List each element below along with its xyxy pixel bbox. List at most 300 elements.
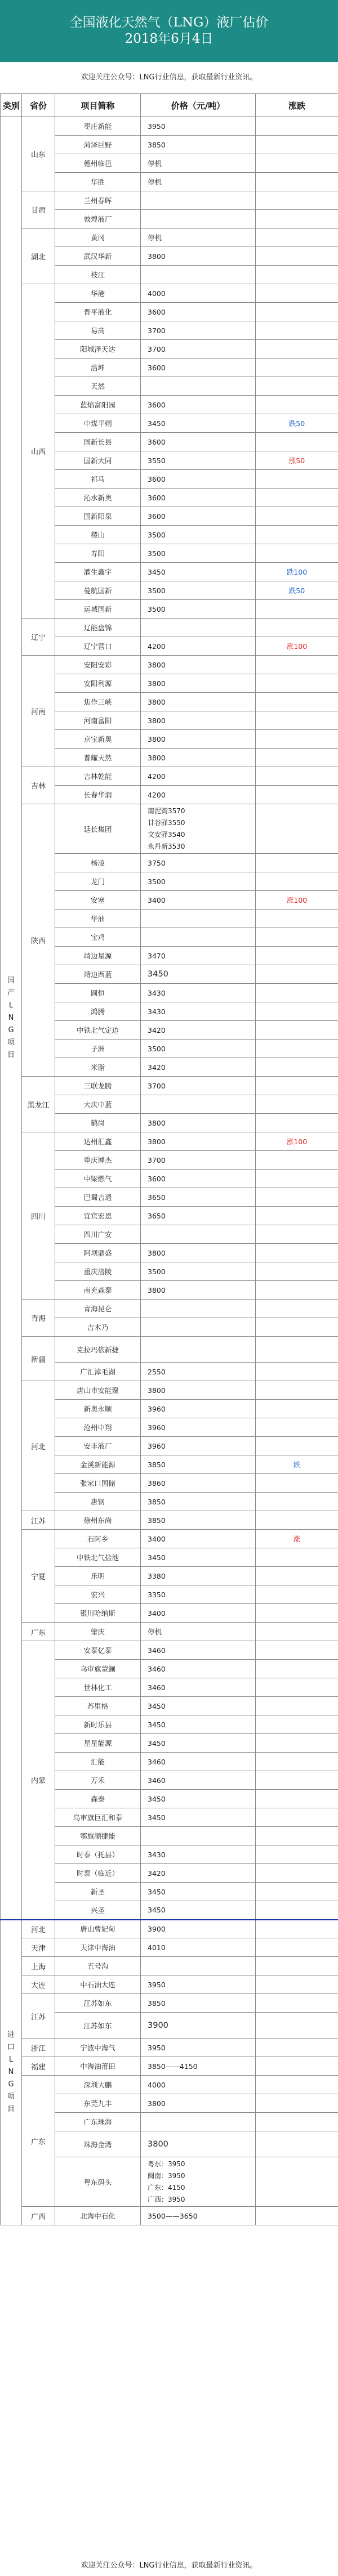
change-value — [256, 266, 338, 284]
header-price: 价格（元/吨） — [141, 94, 256, 117]
project-name: 天津中海油 — [55, 1938, 141, 1957]
change-value: 跌50 — [256, 414, 338, 433]
change-value — [256, 2076, 338, 2094]
change-value — [256, 1002, 338, 1021]
change-value — [256, 1864, 338, 1883]
table-row — [1, 229, 338, 247]
change-value — [256, 1151, 338, 1170]
price-value: 3500 — [141, 526, 256, 544]
project-name: 寿阳 — [55, 544, 141, 563]
change-value — [256, 711, 338, 730]
project-name: 深圳大鹏 — [55, 2076, 141, 2094]
change-value — [256, 1641, 338, 1660]
price-subitem: 甘谷驿3550 — [148, 818, 185, 827]
price-value: 3450 — [141, 1790, 256, 1808]
table-row — [1, 804, 338, 854]
change-value — [256, 786, 338, 804]
province-cell: 黑龙江 — [22, 1077, 55, 1132]
title-banner — [0, 0, 338, 62]
change-value — [256, 191, 338, 210]
price-value: 3430 — [141, 984, 256, 1002]
project-name: 天然 — [55, 377, 141, 396]
change-value — [256, 1604, 338, 1623]
price-value — [141, 1095, 256, 1114]
price-value: 4000 — [141, 284, 256, 303]
project-name: 京宝新奥 — [55, 730, 141, 749]
price-value: 3400 — [141, 1604, 256, 1623]
price-value: 4200 — [141, 767, 256, 786]
change-value — [256, 1511, 338, 1530]
price-value: 2550 — [141, 1363, 256, 1381]
project-name: 唐山曹妃甸 — [55, 1920, 141, 1938]
page-title: 全国液化天然气（LNG）液厂估价 — [69, 15, 269, 30]
project-name: 中煤平朔 — [55, 414, 141, 433]
project-name: 焦作三峡 — [55, 693, 141, 711]
price-value — [141, 1827, 256, 1845]
change-value — [256, 854, 338, 872]
change-value — [256, 2057, 338, 2076]
project-name: 达州汇鑫 — [55, 1132, 141, 1151]
change-value — [256, 656, 338, 674]
top-notice: 欢迎关注公众号：LNG行业信息，获取最新行业资讯。 — [81, 73, 257, 82]
province-cell: 河北 — [22, 1381, 55, 1511]
price-value: 3800 — [141, 749, 256, 767]
project-name: 鄂旗顺捷能 — [55, 1827, 141, 1845]
change-value: 涨100 — [256, 1132, 338, 1151]
price-value: 3800 — [141, 674, 256, 693]
change-value — [256, 1845, 338, 1864]
project-name: 国新阳泉 — [55, 507, 141, 526]
province-cell: 四川 — [22, 1132, 55, 1300]
price-value — [141, 1225, 256, 1244]
price-value: 3850 — [141, 1511, 256, 1530]
table-row — [1, 191, 338, 210]
change-value — [256, 284, 338, 303]
price-value — [141, 1300, 256, 1318]
price-value: 3450 — [141, 414, 256, 433]
price-value — [141, 2113, 256, 2131]
project-name: 江苏如东 — [55, 1994, 141, 2013]
price-value — [141, 910, 256, 928]
price-value: 3460 — [141, 1641, 256, 1660]
table-row — [1, 1337, 338, 1363]
project-name: 中梁燃气 — [55, 1170, 141, 1188]
change-value — [256, 1095, 338, 1114]
project-name: 巴蜀吉通 — [55, 1188, 141, 1207]
change-value — [256, 1300, 338, 1318]
project-name: 四川广安 — [55, 1225, 141, 1244]
project-name: 金溪新能源 — [55, 1455, 141, 1474]
project-name: 稷山 — [55, 526, 141, 544]
change-value — [256, 984, 338, 1002]
project-name: 华油 — [55, 910, 141, 928]
project-name: 德州临邑 — [55, 154, 141, 173]
change-value — [256, 229, 338, 247]
price-value: 3420 — [141, 1058, 256, 1077]
price-value: 3700 — [141, 340, 256, 359]
project-name: 米脂 — [55, 1058, 141, 1077]
price-value: 3800 — [141, 2094, 256, 2113]
change-value — [256, 1170, 338, 1188]
project-name: 河南富阳 — [55, 711, 141, 730]
price-value: 3400 — [141, 1530, 256, 1548]
project-name: 重庆涪陵 — [55, 1262, 141, 1281]
category-label: 进口LNG项目 — [7, 2031, 15, 2114]
change-value — [256, 1207, 338, 1225]
header-change: 涨跌 — [256, 94, 338, 117]
province-cell: 河南 — [22, 656, 55, 767]
price-value: 3450 — [141, 1734, 256, 1753]
project-name: 吉林乾能 — [55, 767, 141, 786]
price-value: 3800 — [141, 730, 256, 749]
price-value: 3420 — [141, 1021, 256, 1040]
price-value: 3800 — [141, 1132, 256, 1151]
price-value: 停机 — [141, 154, 256, 173]
price-value: 3350 — [141, 1585, 256, 1604]
price-value: 3650 — [141, 1188, 256, 1207]
change-value — [256, 1381, 338, 1400]
price-value — [141, 1337, 256, 1363]
province-cell: 福建 — [22, 2057, 55, 2076]
price-value: 3460 — [141, 1753, 256, 1771]
project-name: 克拉玛依新捷 — [55, 1337, 141, 1363]
project-name: 子洲 — [55, 1040, 141, 1058]
change-value — [256, 1938, 338, 1957]
price-value: 3500 — [141, 1262, 256, 1281]
change-value — [256, 2039, 338, 2057]
change-value — [256, 1437, 338, 1455]
price-value: 3700 — [141, 1077, 256, 1095]
table-row — [1, 1300, 338, 1318]
price-value: 3500 — [141, 600, 256, 619]
change-value — [256, 767, 338, 786]
project-name: 兴圣 — [55, 1901, 141, 1920]
project-name: 祁马 — [55, 470, 141, 489]
change-value — [256, 693, 338, 711]
project-name: 华胜 — [55, 173, 141, 191]
price-value: 4200 — [141, 637, 256, 656]
price-value: 3450 — [141, 1883, 256, 1901]
change-value — [256, 1920, 338, 1938]
price-value: 3600 — [141, 396, 256, 414]
change-value — [256, 619, 338, 637]
change-value — [256, 247, 338, 266]
price-value: 4010 — [141, 1938, 256, 1957]
change-value — [256, 2094, 338, 2113]
table-row — [1, 1957, 338, 1975]
change-value — [256, 1548, 338, 1567]
change-value — [256, 1418, 338, 1437]
change-value — [256, 1077, 338, 1095]
change-value — [256, 1715, 338, 1734]
project-name: 宁波中海气 — [55, 2039, 141, 2057]
province-cell: 广西 — [22, 2207, 55, 2225]
project-name: 灌生鑫宇 — [55, 563, 141, 581]
price-value: 3400 — [141, 891, 256, 910]
price-value: 3600 — [141, 303, 256, 321]
project-name: 敦煌液厂 — [55, 210, 141, 229]
project-name: 兰州春晖 — [55, 191, 141, 210]
project-name: 鹤岗 — [55, 1114, 141, 1132]
table-row — [1, 1381, 338, 1400]
table-row — [1, 1994, 338, 2013]
project-name: 安阳安彩 — [55, 656, 141, 674]
price-subitem: 永丹新3530 — [148, 842, 185, 850]
project-name: 国新长县 — [55, 433, 141, 451]
price-value: 3500 — [141, 581, 256, 600]
province-cell: 广东 — [22, 1623, 55, 1641]
change-value: 跌50 — [256, 581, 338, 600]
price-value: 3800 — [141, 1114, 256, 1132]
price-value: 3450 — [141, 1697, 256, 1715]
province-cell: 浙江 — [22, 2039, 55, 2057]
change-value — [256, 1337, 338, 1363]
project-name: 枣庄新能 — [55, 117, 141, 136]
price-value: 3800 — [141, 1244, 256, 1262]
project-name: 阳城泽天达 — [55, 340, 141, 359]
table-row — [1, 117, 338, 136]
project-name: 圆恒 — [55, 984, 141, 1002]
change-value — [256, 2113, 338, 2131]
price-value: 3450 — [141, 1808, 256, 1827]
change-value: 涨 — [256, 1530, 338, 1548]
project-name: 宜宾宏恩 — [55, 1207, 141, 1225]
price-value: 停机 — [141, 229, 256, 247]
change-value — [256, 359, 338, 377]
project-name: 辽宁营口 — [55, 637, 141, 656]
project-name: 武汉华新 — [55, 247, 141, 266]
change-value — [256, 1790, 338, 1808]
price-sublist — [141, 2157, 256, 2207]
change-value — [256, 526, 338, 544]
change-value — [256, 600, 338, 619]
price-value: 3450 — [141, 563, 256, 581]
change-value — [256, 1808, 338, 1827]
category-cell — [1, 117, 22, 1920]
change-value — [256, 1318, 338, 1337]
price-value: 3460 — [141, 1660, 256, 1678]
change-value — [256, 1585, 338, 1604]
table-row — [1, 1975, 338, 1994]
project-name: 沧州中翔 — [55, 1418, 141, 1437]
province-cell: 河北 — [22, 1920, 55, 1938]
project-name: 青海昆仑 — [55, 1300, 141, 1318]
change-value: 涨100 — [256, 637, 338, 656]
change-value — [256, 965, 338, 984]
project-name: 汇能 — [55, 1753, 141, 1771]
project-name: 安塞 — [55, 891, 141, 910]
price-value: 3800 — [141, 711, 256, 730]
project-name: 辽能盘锦 — [55, 619, 141, 637]
project-name: 安阳利源 — [55, 674, 141, 693]
change-value — [256, 1493, 338, 1511]
header-category: 类别 — [1, 94, 22, 117]
change-value — [256, 136, 338, 154]
project-name: 阿坝鼎盛 — [55, 1244, 141, 1262]
change-value — [256, 1623, 338, 1641]
province-cell: 辽宁 — [22, 619, 55, 656]
project-name: 石阿乡 — [55, 1530, 141, 1548]
price-value: 3600 — [141, 507, 256, 526]
project-name: 唐山市安能聚 — [55, 1381, 141, 1400]
table-row — [1, 2207, 338, 2225]
project-name: 广东珠海 — [55, 2113, 141, 2131]
header-province: 省份 — [22, 94, 55, 117]
province-cell: 湖北 — [22, 229, 55, 284]
project-name: 曼航国新 — [55, 581, 141, 600]
price-value: 3860 — [141, 1474, 256, 1493]
change-value — [256, 1567, 338, 1585]
category-cell — [1, 1920, 22, 2225]
price-value: 3500 — [141, 544, 256, 563]
project-name: 万禾 — [55, 1771, 141, 1790]
change-value — [256, 1363, 338, 1381]
change-value — [256, 210, 338, 229]
project-name: 北海中石化 — [55, 2207, 141, 2225]
province-cell: 天津 — [22, 1938, 55, 1957]
price-value — [141, 1318, 256, 1337]
change-value — [256, 507, 338, 526]
price-value: 3750 — [141, 854, 256, 872]
price-value: 停机 — [141, 1623, 256, 1641]
province-cell: 山西 — [22, 284, 55, 619]
price-value: 3500 — [141, 872, 256, 891]
project-name: 张家口国储 — [55, 1474, 141, 1493]
change-value — [256, 377, 338, 396]
project-name: 新时乐县 — [55, 1715, 141, 1734]
change-value — [256, 1975, 338, 1994]
project-name: 龙门 — [55, 872, 141, 891]
price-value: 3460 — [141, 1678, 256, 1697]
change-value — [256, 173, 338, 191]
price-value: 3600 — [141, 433, 256, 451]
table-row — [1, 2057, 338, 2076]
province-cell: 陕西 — [22, 804, 55, 1077]
change-value — [256, 489, 338, 507]
price-value: 3600 — [141, 489, 256, 507]
price-value: 3450 — [141, 965, 256, 984]
price-value: 3430 — [141, 1002, 256, 1021]
price-value: 3650 — [141, 1207, 256, 1225]
price-value: 3460 — [141, 1771, 256, 1790]
price-value: 3420 — [141, 1864, 256, 1883]
project-name: 粤东码头 — [55, 2157, 141, 2207]
table-header-row — [1, 94, 338, 117]
header-project: 项目简称 — [55, 94, 141, 117]
price-value — [141, 1957, 256, 1975]
price-value: 3450 — [141, 1548, 256, 1567]
price-value: 停机 — [141, 173, 256, 191]
change-value — [256, 544, 338, 563]
change-value: 跌100 — [256, 563, 338, 581]
price-subitem: 广西：3950 — [148, 2195, 185, 2203]
province-cell: 江苏 — [22, 1994, 55, 2039]
project-name: 新奥永顺 — [55, 1400, 141, 1418]
table-row — [1, 1641, 338, 1660]
price-value: 3800 — [141, 2131, 256, 2157]
price-value: 3850 — [141, 1994, 256, 2013]
price-value: 3800 — [141, 1381, 256, 1400]
project-name: 时泰（托县） — [55, 1845, 141, 1864]
project-name: 晋平液化 — [55, 303, 141, 321]
change-value — [256, 1400, 338, 1418]
province-cell: 山东 — [22, 117, 55, 191]
price-value: 3900 — [141, 2013, 256, 2039]
price-value: 3800 — [141, 247, 256, 266]
category-label: 国产LNG项目 — [7, 976, 15, 1059]
change-value — [256, 2013, 338, 2039]
project-name: 唐钢 — [55, 1493, 141, 1511]
price-value: 3850 — [141, 1493, 256, 1511]
project-name: 浩坤 — [55, 359, 141, 377]
price-value: 3430 — [141, 1845, 256, 1864]
table-row — [1, 1132, 338, 1151]
price-value — [141, 210, 256, 229]
price-value: 3850——4150 — [141, 2057, 256, 2076]
price-subitem: 南泥湾3570 — [148, 807, 185, 815]
price-value: 3600 — [141, 359, 256, 377]
table-row — [1, 619, 338, 637]
province-cell: 甘肃 — [22, 191, 55, 229]
price-value: 4200 — [141, 786, 256, 804]
change-value — [256, 1771, 338, 1790]
price-value: 3500——3650 — [141, 2207, 256, 2225]
price-value: 3700 — [141, 321, 256, 340]
project-name: 乐明 — [55, 1567, 141, 1585]
price-value — [141, 266, 256, 284]
price-value: 3800 — [141, 656, 256, 674]
price-value — [141, 377, 256, 396]
change-value — [256, 2157, 338, 2207]
project-name: 珠海金湾 — [55, 2131, 141, 2157]
project-name: 蓝焰富阳园 — [55, 396, 141, 414]
change-value — [256, 154, 338, 173]
change-value — [256, 1827, 338, 1845]
project-name: 东莞九丰 — [55, 2094, 141, 2113]
price-value: 3960 — [141, 1418, 256, 1437]
project-name: 中铁北气定边 — [55, 1021, 141, 1040]
table-row — [1, 656, 338, 674]
project-name: 徐州东尚 — [55, 1511, 141, 1530]
project-name: 时泰（临近） — [55, 1864, 141, 1883]
project-name: 中石油大连 — [55, 1975, 141, 1994]
change-value — [256, 321, 338, 340]
price-value — [141, 619, 256, 637]
change-value — [256, 433, 338, 451]
table-row — [1, 1938, 338, 1957]
project-name: 普耀天然 — [55, 749, 141, 767]
project-name: 安泰亿泰 — [55, 1641, 141, 1660]
price-value: 3950 — [141, 117, 256, 136]
change-value — [256, 1244, 338, 1262]
price-value: 3600 — [141, 1170, 256, 1188]
price-value: 3380 — [141, 1567, 256, 1585]
price-value — [141, 928, 256, 947]
price-value: 3500 — [141, 1040, 256, 1058]
change-value — [256, 1474, 338, 1493]
project-name: 宝鸡 — [55, 928, 141, 947]
province-cell: 宁夏 — [22, 1530, 55, 1623]
price-value: 3600 — [141, 470, 256, 489]
project-name: 鸿腾 — [55, 1002, 141, 1021]
change-value — [256, 674, 338, 693]
change-value — [256, 1188, 338, 1207]
change-value — [256, 470, 338, 489]
change-value — [256, 1734, 338, 1753]
project-name: 南充森泰 — [55, 1281, 141, 1300]
province-cell: 上海 — [22, 1957, 55, 1975]
price-subitem: 广东：4150 — [148, 2183, 185, 2192]
